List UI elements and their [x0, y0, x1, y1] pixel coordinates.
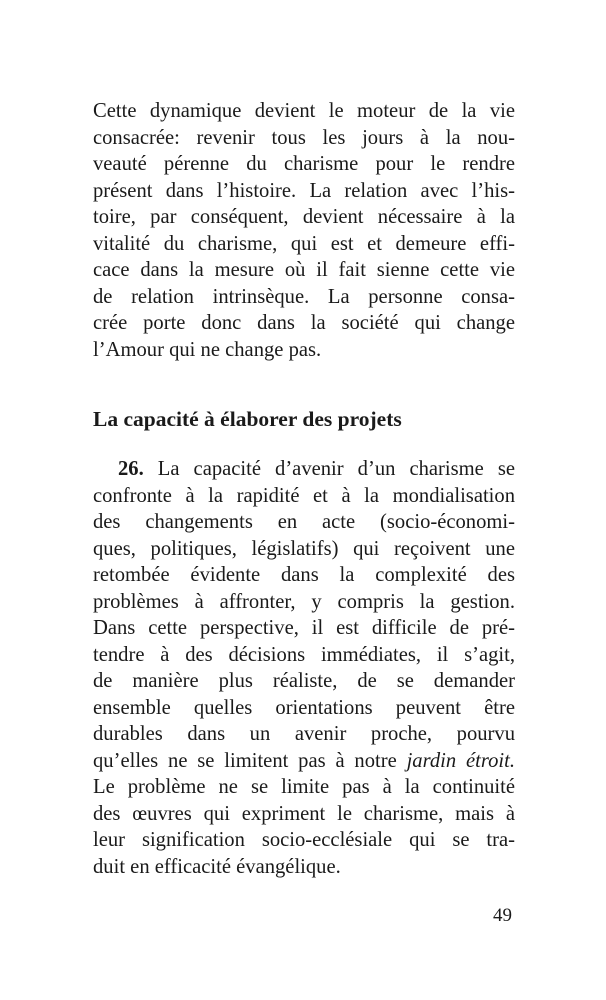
text-line: ensemble quelles orientations peuvent être: [93, 696, 515, 719]
text-line: vitalité du charisme, qui est et demeure effi-: [93, 232, 515, 255]
text-line: durables dans un avenir proche, pourvu: [93, 723, 515, 745]
italic-phrase: jardin étroit.: [406, 749, 515, 772]
text-line: toire, par conséquent, devient nécessaire à la: [93, 206, 515, 228]
paragraph-1: [93, 98, 515, 363]
text-line: crée porte donc dans la société qui change: [93, 312, 515, 334]
text-line: de manière plus réaliste, de se demander: [93, 670, 515, 692]
section-heading: La capacité à élaborer des projets: [93, 407, 402, 431]
page-body: [93, 98, 515, 880]
paragraph-26: [93, 456, 515, 880]
text-line: de relation intrinsèque. La personne consa-: [93, 285, 515, 308]
paragraph-number: 26.: [118, 458, 144, 480]
text-line: cace dans la mesure où il fait sienne cette vie: [93, 259, 515, 281]
text-line: ques, politiques, législatifs) qui reçoivent une: [93, 537, 515, 560]
text-line: tendre à des décisions immédiates, il s’agit,: [93, 643, 515, 666]
text-line: veauté pérenne du charisme pour le rendre: [93, 153, 515, 175]
text-line: des changements en acte (socio-économi-: [93, 511, 515, 533]
text-line: présent dans l’histoire. La relation avec l’his-: [93, 179, 515, 202]
text-line: retombée évidente dans la complexité des: [93, 564, 515, 586]
text-fragment: La capacité d’avenir d’un charisme se: [143, 458, 515, 480]
text-line: consacrée: revenir tous les jours à la nou-: [93, 126, 515, 149]
page-number: 49: [493, 905, 512, 926]
text-line: Cette dynamique devient le moteur de la vie: [93, 100, 515, 122]
text-line: des œuvres qui expriment le charisme, mais à: [93, 802, 515, 825]
text-line: l’Amour qui ne change pas.: [93, 338, 322, 361]
text-line: Dans cette perspective, il est difficile de pré-: [93, 617, 515, 639]
text-line: Le problème ne se limite pas à la continuité: [93, 776, 515, 798]
text-line: [93, 748, 515, 775]
text-line: problèmes à affronter, y compris la gestion.: [93, 590, 515, 613]
text-line-first: [93, 456, 515, 483]
text-line: confronte à la rapidité et à la mondialisation: [93, 484, 515, 507]
text-line: leur signification socio-ecclésiale qui se tra-: [93, 829, 515, 851]
text-line: duit en efficacité évangélique.: [93, 855, 341, 878]
text-fragment: qu’elles ne se limitent pas à notre: [93, 749, 407, 772]
